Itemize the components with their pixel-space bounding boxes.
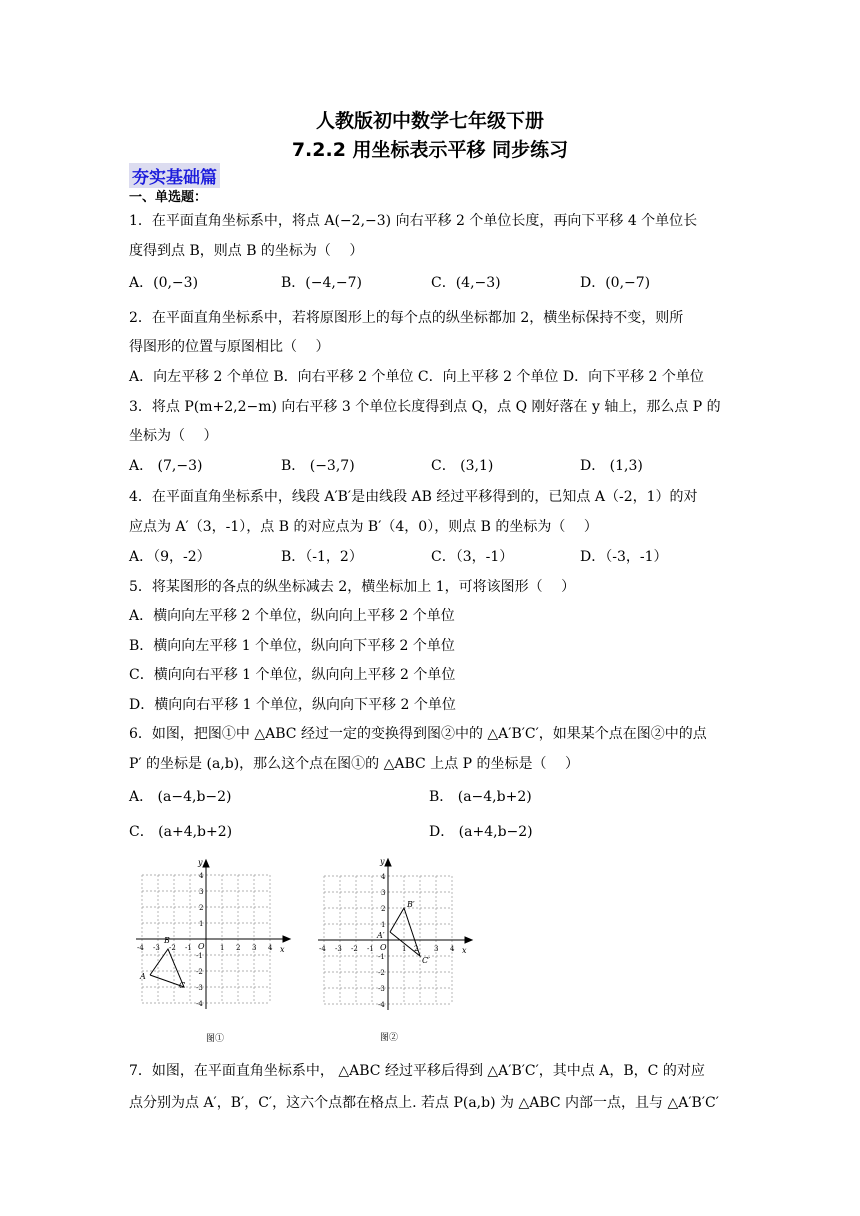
doc-title: 人教版初中数学七年级下册 (315, 110, 544, 132)
section-tag: 夯实基础篇 (129, 163, 220, 188)
fig2-point-a: A′ (377, 931, 385, 940)
q7-line1: 7．如图，在平面直角坐标系中， △ABC 经过平移后得到 △A′B′C′，其中点 A，B，C 的对应 (129, 1063, 705, 1079)
fig2-tick-x: -4 (319, 945, 326, 953)
q5-option-d: D．横向向右平移 1 个单位，纵向向下平移 2 个单位 (129, 697, 456, 713)
fig1-tick-x: -4 (137, 944, 144, 952)
q6-line1: 6．如图，把图①中 △ABC 经过一定的变换得到图②中的 △A′B′C′，如果某个点在图②中的点 (129, 726, 707, 742)
q1-option-a: A．(0,−3) (129, 275, 199, 291)
q3-option-a: A． (7,−3) (129, 458, 203, 474)
doc-subtitle: 7.2.2 用坐标表示平移 同步练习 (291, 139, 569, 161)
q4-line2: 应点为 A′（3，-1），点 B 的对应点为 B′（4，0），则点 B 的坐标为（ ） (129, 519, 598, 535)
fig1-tick-y: -1 (196, 952, 203, 960)
fig1-tick-y: -4 (196, 1000, 203, 1008)
q1-option-c: C．(4,−3) (431, 275, 501, 291)
q4-option-c: C．（3，-1） (431, 549, 514, 565)
q4-option-d: D．（-3，-1） (580, 549, 668, 565)
q2-line2: 得图形的位置与原图相比（ ） (129, 339, 330, 355)
q4-line1: 4．在平面直角坐标系中，线段 A′B′是由线段 AB 经过平移得到的，已知点 A（-2，1）的对 (129, 489, 698, 505)
q6-line2: P′ 的坐标是 (a,b)，那么这个点在图①的 △ABC 上点 P 的坐标是（ ） (129, 756, 579, 772)
q5-option-c: C．横向向右平移 1 个单位，纵向向上平移 2 个单位 (129, 667, 456, 683)
fig2-tick-x: -2 (351, 945, 358, 953)
fig2-tick-y: 4 (381, 873, 386, 881)
q3-line2: 坐标为（ ） (129, 428, 218, 444)
q1-line1: 1．在平面直角坐标系中，将点 A(−2,−3) 向右平移 2 个单位长度，再向下平移 4 个单位长 (129, 213, 698, 229)
fig2-tick-x: -3 (335, 945, 342, 953)
fig2-tick-x: -1 (367, 945, 374, 953)
fig2-tick-y: -2 (378, 969, 385, 977)
fig2-tick-x: 1 (402, 945, 407, 953)
q1-option-b: B．(−4,−7) (281, 275, 362, 291)
fig1-tick-x: 2 (236, 944, 241, 952)
fig2-tick-y: -1 (378, 953, 385, 961)
fig2-tick-x: 2 (414, 945, 419, 953)
fig1-tick-y: -2 (196, 968, 203, 976)
fig1-tick-y: 4 (199, 872, 204, 880)
fig1-point-b: B (164, 936, 170, 945)
fig1-tick-x: -1 (185, 944, 192, 952)
fig2-y-axis-label: y (380, 857, 385, 866)
fig1-tick-y: 1 (199, 920, 204, 928)
q5-option-b: B．横向向左平移 1 个单位，纵向向下平移 2 个单位 (129, 638, 455, 654)
fig1-tick-x: 1 (220, 944, 225, 952)
fig2-x-axis-label: x (462, 946, 467, 955)
q3-option-d: D． (1,3) (580, 458, 643, 474)
q6-option-b: B． (a−4,b+2) (429, 789, 532, 805)
fig1-x-axis-label: x (280, 945, 285, 954)
q7-line2: 点分别为点 A′，B′，C′，这六个点都在格点上. 若点 P(a,b) 为 △ABC 内部一点，且与 △A′B′C′ (129, 1095, 719, 1111)
fig1-point-a: A (140, 972, 146, 981)
fig1-tick-y: 3 (199, 888, 204, 896)
figure-2-coordinate-grid (310, 850, 480, 1050)
fig2-point-b: B′ (407, 900, 415, 909)
q5-option-a: A．横向向左平移 2 个单位，纵向向上平移 2 个单位 (129, 608, 455, 624)
fig1-tick-x: -2 (169, 944, 176, 952)
fig2-tick-y: 2 (381, 905, 386, 913)
fig1-caption: 图① (206, 1034, 225, 1044)
q2-options: A．向左平移 2 个单位 B．向右平移 2 个单位 C．向上平移 2 个单位 D．向下平移 2 个单位 (129, 369, 704, 385)
part-heading: 一、单选题： (129, 190, 208, 205)
fig2-tick-y: 3 (381, 889, 386, 897)
fig2-caption: 图② (380, 1033, 399, 1043)
fig1-tick-x: 3 (252, 944, 257, 952)
q2-line1: 2．在平面直角坐标系中，若将原图形上的每个点的纵坐标都加 2，横坐标保持不变，则所 (129, 310, 684, 326)
q5-line1: 5．将某图形的各点的纵坐标减去 2，横坐标加上 1，可将该图形（ ） (129, 579, 576, 595)
q3-line1: 3．将点 P(m+2,2−m) 向右平移 3 个单位长度得到点 Q，点 Q 刚好落在 y 轴上，那么点 P 的 (129, 399, 721, 415)
q4-option-b: B．（-1，2） (281, 549, 363, 565)
fig1-point-c: C (179, 981, 186, 990)
figure-1-coordinate-grid (130, 855, 300, 1050)
q3-option-c: C． (3,1) (431, 458, 494, 474)
fig2-point-c: C′ (422, 956, 430, 965)
q4-option-a: A．（9，-2） (129, 549, 211, 565)
q6-option-d: D． (a+4,b−2) (429, 824, 533, 840)
q6-option-c: C． (a+4,b+2) (129, 824, 233, 840)
fig2-tick-x: 4 (450, 945, 455, 953)
q6-option-a: A． (a−4,b−2) (129, 789, 232, 805)
fig1-tick-y: -3 (196, 984, 203, 992)
fig1-tick-x: 4 (268, 944, 273, 952)
q1-line2: 度得到点 B，则点 B 的坐标为（ ） (129, 243, 364, 259)
fig2-tick-y: -3 (378, 985, 385, 993)
fig1-tick-y: 2 (199, 904, 204, 912)
fig2-tick-y: 1 (381, 921, 386, 929)
fig2-origin-label: O (380, 943, 387, 952)
fig1-tick-x: -3 (153, 944, 160, 952)
fig2-tick-y: -4 (378, 1001, 385, 1009)
q1-option-d: D．(0,−7) (580, 275, 651, 291)
fig1-y-axis-label: y (198, 858, 203, 867)
q3-option-b: B． (−3,7) (281, 458, 355, 474)
fig2-tick-x: 3 (434, 945, 439, 953)
fig1-origin-label: O (198, 942, 205, 951)
